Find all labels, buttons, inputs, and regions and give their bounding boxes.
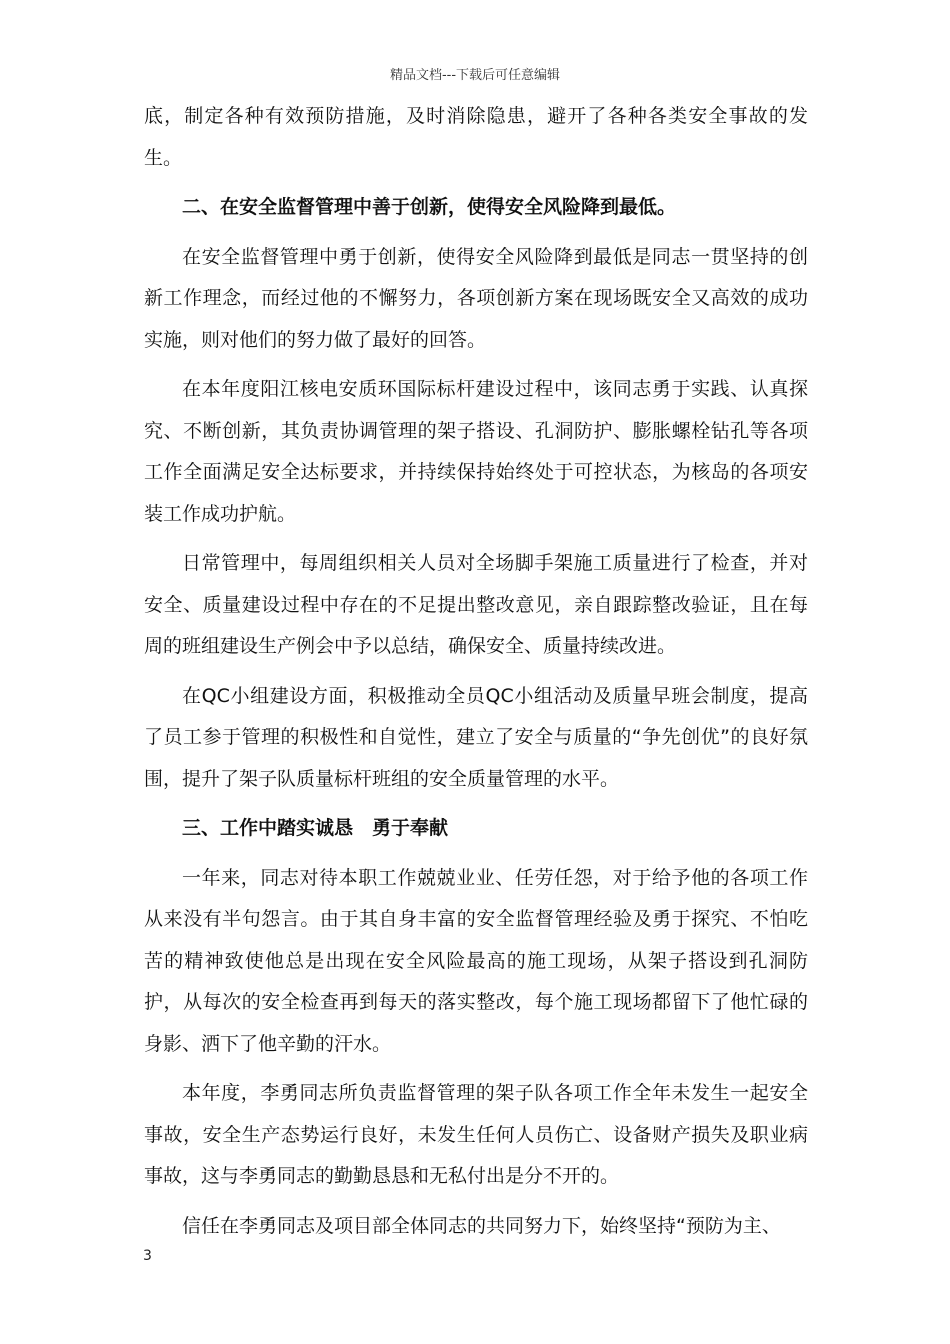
paragraph: 一年来，同志对待本职工作兢兢业业、任劳任怨，对于给予他的各项工作从来没有半句怨言。由于其自身丰富的安全监督管理经验及勇于探究、不怕吃苦的精神致使他总是出现在安全风险最高的施工现场，从架子搭设到孔洞防护，从每次的安全检查再到每天的落实整改，每个施工现场都留下了他忙碌的身影、洒下了他辛勤的汗水。 <box>144 866 808 1055</box>
document-body <box>144 96 808 1255</box>
page-number: 3 <box>143 1248 152 1264</box>
paragraph-continuation: 底，制定各种有效预防措施，及时消除隐患，避开了各种各类安全事故的发生。 <box>144 105 808 169</box>
page-header: 精品文档---下载后可任意编辑 <box>389 68 561 83</box>
section-heading-2: 二、在安全监督管理中善于创新，使得安全风险降到最低。 <box>182 196 677 218</box>
paragraph: 在本年度阳江核电安质环国际标杆建设过程中，该同志勇于实践、认真探究、不断创新，其负责协调管理的架子搭设、孔洞防护、膨胀螺栓钻孔等各项工作全面满足安全达标要求，并持续保持始终处于可控状态，为核岛的各项安装工作成功护航。 <box>144 378 808 525</box>
paragraph: 在QC小组建设方面，积极推动全员QC小组活动及质量早班会制度，提高了员工参于管理的积极性和自觉性，建立了安全与质量的“争先创优”的良好氛围，提升了架子队质量标杆班组的安全质量管理的水平。 <box>144 684 808 790</box>
section-heading-3: 三、工作中踏实诚恳 勇于奉献 <box>182 817 449 839</box>
paragraph: 本年度，李勇同志所负责监督管理的架子队各项工作全年未发生一起安全事故，安全生产态势运行良好，未发生任何人员伤亡、设备财产损失及职业病事故，这与李勇同志的勤勤恳恳和无私付出是分不开的。 <box>144 1082 808 1187</box>
paragraph: 在安全监督管理中勇于创新，使得安全风险降到最低是同志一贯坚持的创新工作理念，而经过他的不懈努力，各项创新方案在现场既安全又高效的成功实施，则对他们的努力做了最好的回答。 <box>144 245 808 351</box>
paragraph: 信任在李勇同志及项目部全体同志的共同努力下，始终坚持“预防为主、 <box>182 1214 781 1237</box>
paragraph: 日常管理中，每周组织相关人员对全场脚手架施工质量进行了检查，并对安全、质量建设过程中存在的不足提出整改意见，亲自跟踪整改验证，且在每周的班组建设生产例会中予以总结，确保安全、质量持续改进。 <box>144 552 808 657</box>
